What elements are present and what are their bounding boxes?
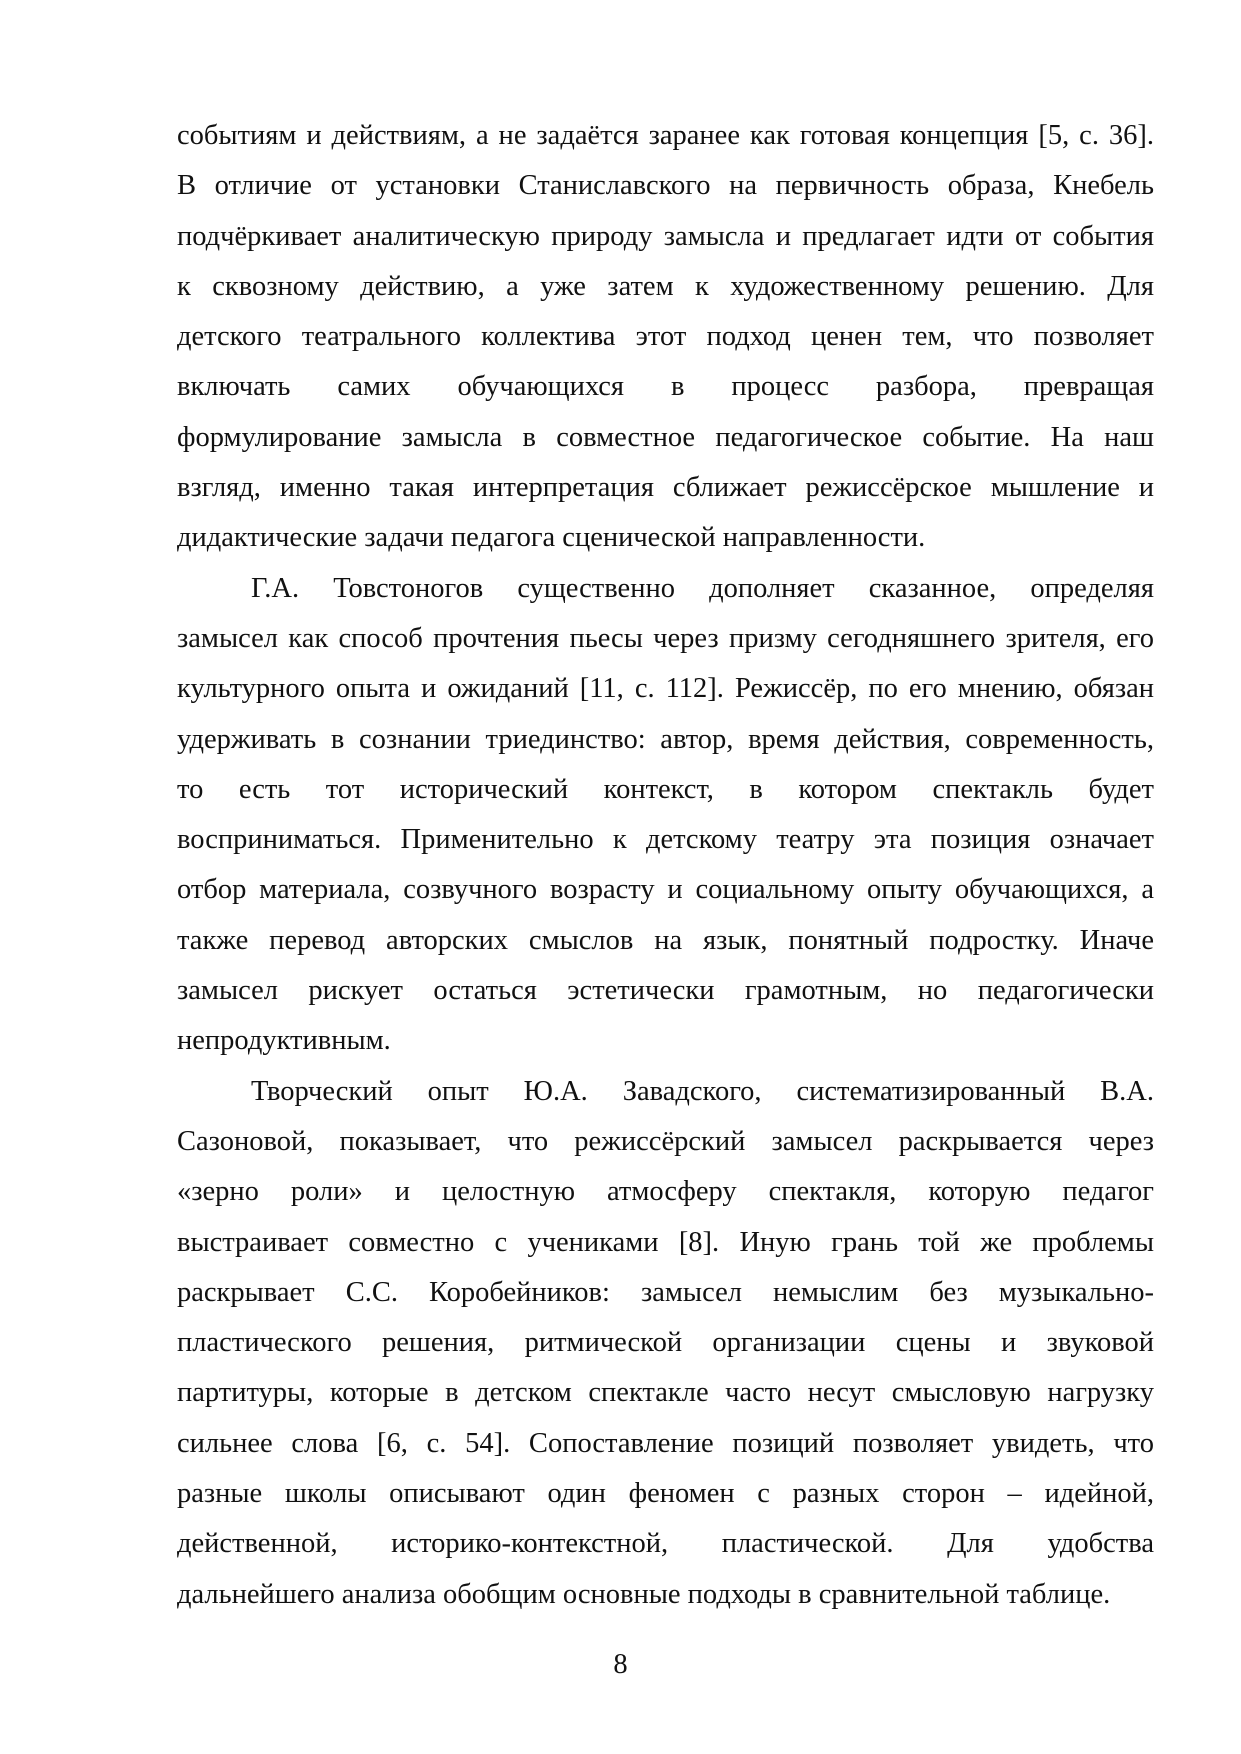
text-line: включать самих обучающихся в процесс разбора, превращая (177, 371, 1154, 403)
paragraph (177, 1067, 1154, 1620)
text-line: замысел как способ прочтения пьесы через призму сегодняшнего зрителя, его (177, 622, 1154, 654)
text-line: то есть тот исторический контекст, в котором спектакль будет (177, 773, 1154, 805)
text-line: Творческий опыт Ю.А. Завадского, систематизированный В.А. (251, 1075, 1154, 1107)
text-line: В отличие от установки Станиславского на первичность образа, Кнебель (177, 170, 1154, 202)
text-line: замысел рискует остаться эстетически грамотным, но педагогически (177, 975, 1154, 1007)
text-line: партитуры, которые в детском спектакле часто несут смысловую нагрузку (177, 1377, 1154, 1409)
text-line: выстраивает совместно с учениками [8]. Иную грань той же проблемы (177, 1226, 1154, 1258)
text-line: сильнее слова [6, с. 54]. Сопоставление позиций позволяет увидеть, что (177, 1427, 1154, 1459)
text-line: событиям и действиям, а не задаётся заранее как готовая концепция [5, с. 36]. (177, 120, 1154, 151)
text-line: дидактические задачи педагога сценической направленности. (177, 522, 926, 554)
text-line: непродуктивным. (177, 1025, 391, 1057)
paragraph (177, 564, 1154, 1067)
text-line: раскрывает С.С. Коробейников: замысел немыслим без музыкально- (177, 1276, 1154, 1308)
text-line: отбор материала, созвучного возрасту и социальному опыту обучающихся, а (177, 874, 1154, 906)
text-line: дальнейшего анализа обобщим основные подходы в сравнительной таблице. (177, 1578, 1111, 1610)
text-line: удерживать в сознании триединство: автор, время действия, современность, (177, 723, 1154, 755)
text-line: пластического решения, ритмической организации сцены и звуковой (177, 1327, 1154, 1359)
text-line: действенной, историко-контекстной, пластической. Для удобства (177, 1528, 1154, 1560)
paragraph (177, 111, 1154, 564)
text-line: к сквозному действию, а уже затем к художественному решению. Для (177, 270, 1154, 302)
text-line: подчёркивает аналитическую природу замысла и предлагает идти от события (177, 220, 1154, 252)
text-line: культурного опыта и ожиданий [11, с. 112]. Режиссёр, по его мнению, обязан (177, 673, 1154, 705)
text-line: также перевод авторских смыслов на язык, понятный подростку. Иначе (177, 924, 1154, 956)
text-line: взгляд, именно такая интерпретация сближает режиссёрское мышление и (177, 472, 1154, 504)
text-line: детского театрального коллектива этот подход ценен тем, что позволяет (177, 321, 1154, 353)
text-line: «зерно роли» и целостную атмосферу спектакля, которую педагог (177, 1176, 1154, 1208)
text-line: Г.А. Товстоногов существенно дополняет сказанное, определяя (251, 572, 1154, 604)
text-line: разные школы описывают один феномен с разных сторон – идейной, (177, 1478, 1154, 1510)
body-text (177, 111, 1154, 1620)
page-number: 8 (613, 1649, 628, 1680)
text-line: восприниматься. Применительно к детскому театру эта позиция означает (177, 824, 1154, 856)
text-line: формулирование замысла в совместное педагогическое событие. На наш (177, 421, 1154, 453)
text-line: Сазоновой, показывает, что режиссёрский замысел раскрывается через (177, 1125, 1154, 1157)
